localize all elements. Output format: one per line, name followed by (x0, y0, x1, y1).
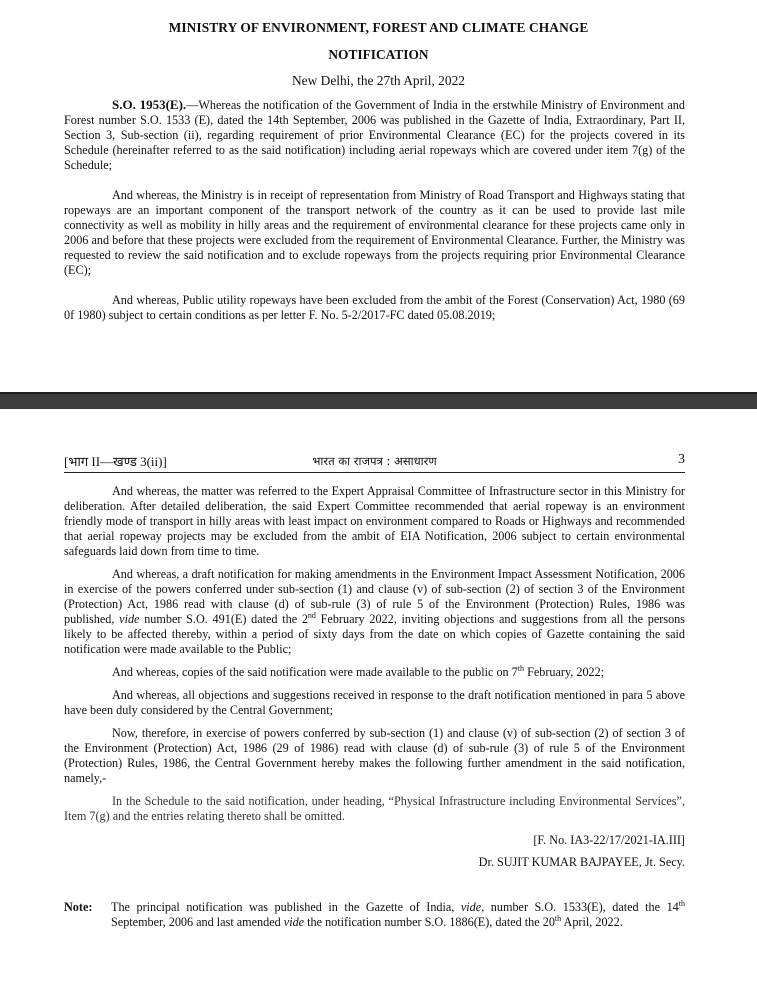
so-number: S.O. 1953(E). (112, 97, 187, 112)
note-part-a: The principal notification was published in the Gazette of India, (111, 900, 461, 914)
paragraph-8: Now, therefore, in exercise of powers conferred by sub-section (1) and clause (v) of sub-section (2) of section 3 of the Environment (Protection) Act, 1986 (29 of 1986) read with clause (d) of sub-rule (3) of rule 5 of the Environment (Protection) Rules, 1986, the Central Government hereby makes the following further amendment in the said notification, namely,- (64, 726, 685, 785)
note-vide-1: vide, (460, 900, 485, 914)
ministry-heading: MINISTRY OF ENVIRONMENT, FOREST AND CLIMATE CHANGE (168, 20, 589, 35)
note-sup-2: th (554, 913, 562, 923)
note-part-e: April, 2022. (561, 915, 623, 929)
note-part-b: number S.O. 1533(E), dated the 14 (484, 900, 679, 914)
note-label: Note: (64, 900, 93, 914)
paragraph-6-sup: th (517, 663, 525, 673)
top-paragraphs (64, 97, 685, 323)
page-number: 3 (678, 452, 685, 467)
paragraph-6-part-b: February, 2022; (524, 665, 605, 679)
paragraph-2: And whereas, the Ministry is in receipt of representation from Ministry of Road Transport and Highways stating that ropeways are an important component of the transport network of the country as it can be used to provide last mile connectivity as well as mobility in hilly areas and the requirement of environmental clearance for these projects came only in 2006 and before that these projects were excluded from the requirement of Environmental Clearance. Further, the Ministry was requested to review the said notification and to exclude ropeways from the projects requiring prior Environmental Clearance (EC); (64, 188, 685, 277)
paragraph-1 (64, 97, 685, 173)
footnote (64, 900, 685, 930)
paragraph-6-part-a: And whereas, copies of the said notification were made available to the public on 7 (112, 665, 518, 679)
paragraph-9: In the Schedule to the said notification, under heading, “Physical Infrastructure including Environmental Services”, Item 7(g) and the entries relating thereto shall be omitted. (64, 794, 685, 823)
paragraph-5 (64, 567, 685, 657)
paragraph-5-part-b: number S.O. 491(E) dated the 2 (139, 612, 308, 626)
file-number: [F. No. IA3-22/17/2021-IA.III] (533, 833, 685, 847)
paragraph-5-part-c: February 2022, inviting objections and suggestions from all the persons likely to be affected thereby, within a period of sixty days from the date on which copies of Gazette containing the said notification were made available to the Public; (64, 612, 686, 656)
note-part-c: September, 2006 and last amended (111, 915, 284, 929)
paragraph-5-sup: nd (307, 610, 316, 620)
paragraph-5-part-a: And whereas, a draft notification for making amendments in the Environment Impact Assessment Notification, 2006 in exercise of the powers conferred under sub-section (1) and clause (v) of sub-section (2) of section 3 of the Environment (Protection) Act, 1986 read with clause (d) of sub-rule (3) of rule 5 of the Environment (Protection) Rules, 1986 was published, (64, 567, 685, 626)
page-separator (0, 392, 757, 409)
paragraph-7: And whereas, all objections and suggestions received in response to the draft notification mentioned in para 5 above have been duly considered by the Central Government; (64, 688, 685, 717)
notification-heading: NOTIFICATION (328, 47, 429, 62)
gazette-page-top (0, 0, 757, 392)
paragraph-6 (64, 665, 685, 680)
note-vide-2: vide (283, 915, 305, 929)
paragraph-3: And whereas, Public utility ropeways have been excluded from the ambit of the Forest (Conservation) Act, 1980 (69 0f 1980) subject to certain conditions as per letter F. No. 5-2/2017-FC dated 05.08.2019; (64, 293, 685, 322)
note-text (111, 900, 685, 930)
paragraph-5-vide: vide (119, 612, 140, 626)
note-part-d: the notification number S.O. 1886(E), dated the 20 (304, 915, 555, 929)
paragraph-1-text: —Whereas the notification of the Government of India in the erstwhile Ministry of Environment and Forest number S.O. 1533 (E), dated the 14th September, 2006 was published in the Gazette of India, Extraordinary, Part II, Section 3, Sub-section (ii), regarding requirement of prior Environmental Clearance (EC) for the projects covered in its Schedule (hereinafter referred to as the said notification) including aerial ropeways which are covered under item 7(g) of the Schedule; (64, 98, 685, 172)
running-head-left: [भाग II—खण्ड 3(ii)] (64, 454, 167, 469)
running-head (64, 454, 685, 473)
bottom-paragraphs (64, 484, 685, 870)
paragraph-4: And whereas, the matter was referred to the Expert Appraisal Committee of Infrastructure sector in this Ministry for deliberation. After detailed deliberation, the said Expert Committee recommended that aerial ropeway is an environment friendly mode of transport in hilly areas with least impact on environment compared to Roads or Highways and recommended that aerial ropeway projects may be excluded from the ambit of EIA Notification, 2006 subject to certain environmental safeguards laid down from time to time. (64, 484, 685, 558)
place-date: New Delhi, the 27th April, 2022 (292, 73, 465, 88)
signatory: Dr. SUJIT KUMAR BAJPAYEE, Jt. Secy. (478, 855, 685, 869)
gazette-page-bottom (0, 449, 757, 988)
note-sup-1: th (678, 898, 685, 908)
running-head-center: भारत का राजपत्र : असाधारण (312, 454, 437, 468)
page-gap (0, 409, 757, 449)
